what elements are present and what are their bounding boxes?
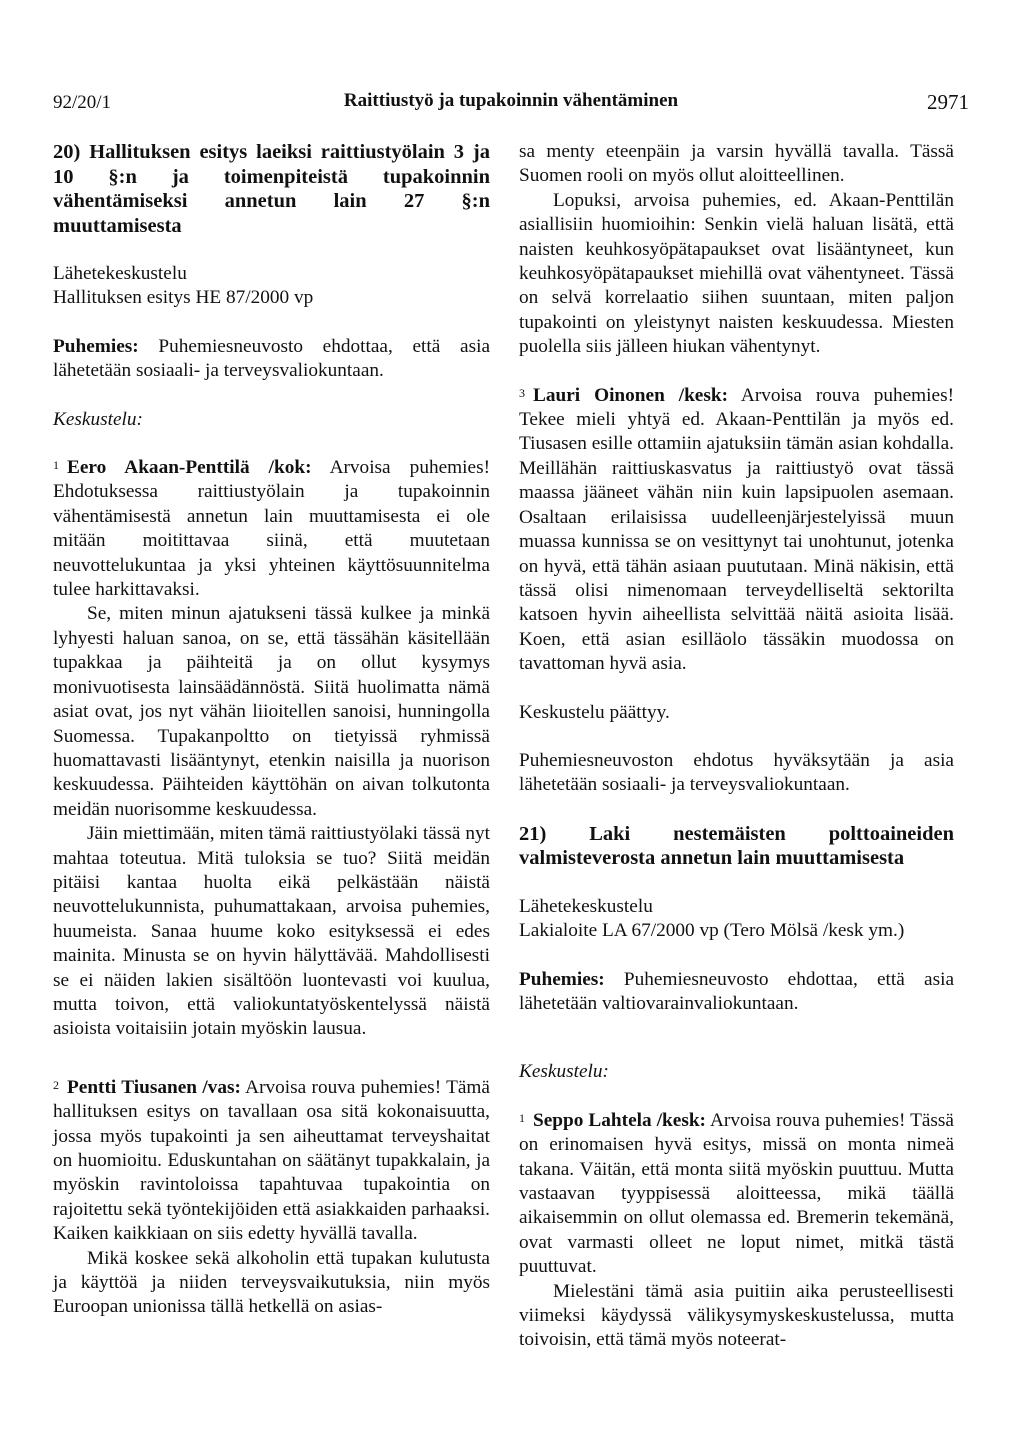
speaker-name: Lauri Oinonen /kesk:: [533, 384, 729, 406]
discussion-label: Keskustelu:: [519, 1061, 609, 1083]
page-header: [53, 88, 969, 118]
chair-text: Puhemiesneuvosto ehdottaa, että asia lähetetään valtiovarainvaliokuntaan.: [519, 968, 955, 1014]
item-21-reference: Lakialoite LA 67/2000 vp (Tero Mölsä /kesk ym.): [519, 920, 905, 942]
speech-continuation: sa menty eteenpäin ja varsin hyvällä tavalla. Tässä Suomen rooli on myös ollut aloitteellinen.: [519, 141, 954, 187]
speaker-name: Seppo Lahtela /kesk:: [533, 1109, 706, 1131]
speech-paragraph: Lopuksi, arvoisa puhemies, ed. Akaan-Penttilän asiallisiin huomioihin: Senkin vielä haluan lisätä, että naisten keuhkosyöpätapaukset ovat lisääntyneet, kun keuhkosyöpätapaukset miehillä ovat vähentyneet. Tässä on selvä korrelaatio siihen suuntaan, miten paljon tupakointi on yleistynyt naisten keskuudessa. Miesten puolella siis jälleen hiukan vähentynyt.: [519, 189, 954, 358]
item-20-heading: 20) Hallituksen esitys laeiksi raittiustyölain 3 ja 10 §:n ja toimenpiteistä tupakoinnin vähentämiseksi annetun lain 27 §:n muuttamisesta: [53, 141, 490, 237]
right-column: [519, 140, 954, 1353]
speaker-name: Pentti Tiusanen /vas:: [67, 1076, 241, 1098]
discussion-ended: Keskustelu päättyy.: [519, 701, 670, 723]
document-number: 92/20/1: [53, 92, 112, 113]
speech-paragraph: Se, miten minun ajatukseni tässä kulkee ja minkä lyhyesti haluan sanoa, on se, että tässähän käsitellään tupakkaa ja päihteitä ja on ollut kysymys monivuotisesta lainsäädännöstä. Siitä huolimatta nämä asiat ovat, jos nyt vähän liioitellen sanoisi, hunningolla Suomessa. Tupakanpoltto on tietyissä ryhmissä huomattavasti lisääntynyt, etenkin naisilla ja nuorison keskuudessa. Päihteiden käyttöhän on aivan tolkutonta meidän nuorisomme keskuudessa.: [53, 603, 490, 820]
item-21-heading: 21) Laki nestemäisten polttoaineiden valmisteverosta annetun lain muuttamisesta: [519, 822, 954, 870]
speech-text: Arvoisa puhemies! Ehdotuksessa raittiustyölain ja tupakoinnin vähentämisestä annetun lain muuttamisesta ei ole mitään moitittavaa siinä, että muutetaan neuvottelukuntaa ja yksi yhteinen käyttösuunnitelma tulee harkittavaksi.: [53, 457, 490, 601]
chair-text: Puhemiesneuvosto ehdottaa, että asia lähetetään sosiaali- ja terveysvaliokuntaan.: [53, 335, 491, 382]
speaker-name: Eero Akaan-Penttilä /kok:: [67, 457, 312, 479]
discussion-label: Keskustelu:: [53, 408, 143, 430]
speech-paragraph: Mikä koskee sekä alkoholin että tupakan kulutusta ja käyttöä ja niiden terveysvaikutuksia, niin myös Euroopan unionissa tällä hetkellä on asias-: [53, 1247, 490, 1318]
left-column: [53, 140, 490, 1320]
item-21-type: Lähetekeskustelu: [519, 895, 653, 917]
chair-proposal: [53, 335, 490, 384]
speech-text: Arvoisa rouva puhemies! Tässä on erinomaisen hyvä esitys, missä on monta nimeä takana. Väitän, että monta siitä myöskin puuttuu. Mutta vastaavan tyyppisessä aloitteessa, mikä täällä aikaisemmin on ollut olemassa ed. Bremerin tekemänä, ovat varmasti olleet ne loput nimet, mitkä tästä puuttuvat.: [519, 1109, 954, 1278]
speech-paragraph: Mielestäni tämä asia puitiin aika perusteellisesti viimeksi käydyssä välikysymyskeskustelussa, mutta toivoisin, että tämä myös noteerat-: [519, 1280, 954, 1351]
item-20-type: Lähetekeskustelu: [53, 263, 187, 284]
decision: Puhemiesneuvoston ehdotus hyväksytään ja asia lähetetään sosiaali- ja terveysvaliokuntaan.: [519, 749, 954, 796]
speech-text: Arvoisa rouva puhemies! Tekee mieli yhtyä ed. Akaan-Penttilän ja myös ed. Tiusasen esille ottamiin ajatuksiin tämän asian kohdalla. Meillähän raittiuskasvatus ja raittiustyö ovat tässä maassa jääneet vähän niin kuin lapsipuolen asemaan. Osaltaan erilaisissa uudelleenjärjestelyissä muun muassa kunnissa se on vesittynyt tai unohtunut, jotenka on hyvä, että tähän asiaan puututaan. Minä näkisin, että tässä olisi nimenomaan terveydelliseltä sektorilta katsoen hyvin aiheellista selvittää näitä asioita lisää. Koen, että asian esilläolo tässäkin muodossa on tavattoman hyvä asia.: [519, 384, 955, 675]
speech-2: [53, 1076, 490, 1247]
speech-r1: [519, 1109, 954, 1280]
running-title: Raittiustyö ja tupakoinnin vähentäminen: [343, 90, 679, 111]
chair-label: Puhemies:: [519, 968, 605, 990]
chair-label: Puhemies:: [53, 335, 139, 357]
page-number: 2971: [927, 90, 969, 114]
speech-number: 2: [53, 1077, 59, 1092]
speech-text: Arvoisa rouva puhemies! Tämä hallituksen esitys on tavallaan osa sitä kokonaisuutta, jossa myös tupakointi ja sen aiheuttamat terveyshaitat on huomioitu. Eduskuntahan on säätänyt tupakkalain, ja myöskin ravintoloissa tapahtuvaa tupakointia on rajoitettu sekä työntekijöiden että asiakkaiden parhaaksi. Kaiken kaikkiaan on siis edetty hyvällä tavalla.: [53, 1076, 490, 1245]
item-20-reference: Hallituksen esitys HE 87/2000 vp: [53, 287, 314, 309]
speech-1: [53, 456, 490, 602]
speech-number: 1: [519, 1110, 525, 1125]
speech-number: 1: [53, 458, 59, 473]
chair-proposal: [519, 968, 954, 1017]
speech-number: 3: [519, 385, 525, 400]
speech-paragraph: Jäin miettimään, miten tämä raittiustyölaki tässä nyt mahtaa toteutua. Mitä tuloksia se tuo? Siitä meidän pitäisi kantaa huolta eikä pelkästään näistä neuvottelukunnista, puhumattakaan, arvoisa puhemies, huumeista. Sanaa huume koko esityksessä ei edes mainita. Minusta se on hyvin hälyttävää. Mahdollisesti se ei näiden lakien sisältöön luontevasti voi kuulua, mutta toivon, että valiokuntatyöskentelyssä näistä asioista voitaisiin jotain myöskin lausua.: [53, 823, 490, 1040]
speech-3: [519, 384, 954, 677]
